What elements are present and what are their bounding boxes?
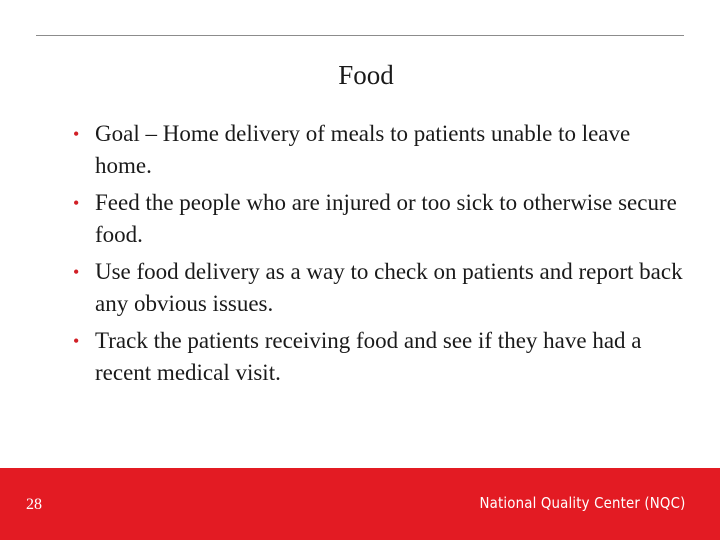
bullet-list bbox=[73, 118, 685, 394]
page-number: 28 bbox=[26, 496, 42, 513]
bullet-text: Goal – Home delivery of meals to patients unable to leave home. bbox=[95, 121, 631, 178]
bullet-text: Use food delivery as a way to check on patients and report back any obvious issues. bbox=[95, 259, 683, 316]
bullet-item bbox=[73, 118, 685, 182]
slide-title: Food bbox=[338, 60, 394, 90]
bullet-marker: • bbox=[73, 331, 80, 351]
organization-logo: National Quality Center (NQC) bbox=[479, 494, 685, 512]
bullet-marker: • bbox=[73, 124, 80, 144]
bullet-text: Feed the people who are injured or too sick to otherwise secure food. bbox=[95, 190, 677, 247]
bullet-item bbox=[73, 325, 685, 389]
footer-bar bbox=[0, 468, 720, 540]
bullet-text: Track the patients receiving food and see if they have had a recent medical visit. bbox=[95, 328, 642, 385]
top-divider bbox=[36, 35, 684, 36]
bullet-marker: • bbox=[73, 193, 80, 213]
bullet-item bbox=[73, 256, 685, 320]
bullet-item bbox=[73, 187, 685, 251]
bullet-marker: • bbox=[73, 262, 80, 282]
